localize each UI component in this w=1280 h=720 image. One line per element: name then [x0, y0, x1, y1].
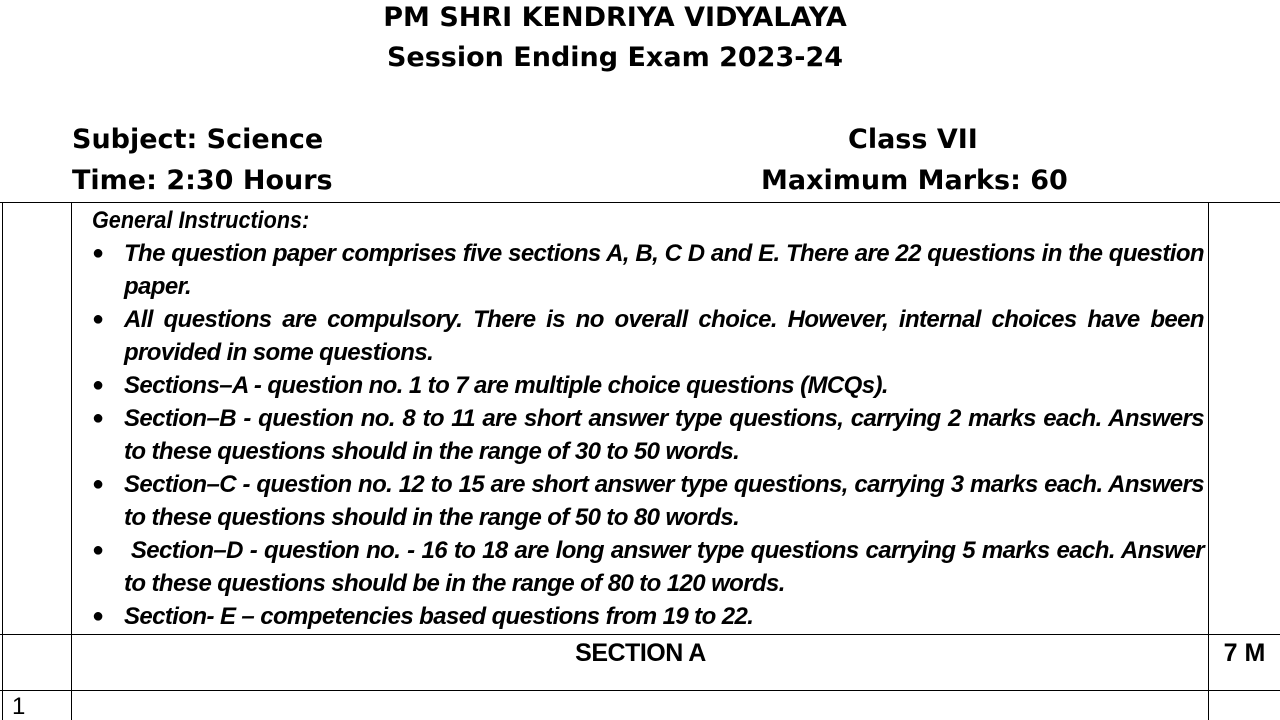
instructions-title: General Instructions:: [92, 207, 310, 234]
instruction-item: [92, 534, 1211, 600]
bullet-icon: ●: [92, 539, 104, 561]
instruction-item: [92, 303, 1204, 369]
instructions-list: [92, 237, 1211, 633]
instruction-item: [92, 237, 1204, 303]
section-marks: 7 M: [1223, 639, 1266, 667]
bullet-icon: ●: [92, 605, 104, 627]
instruction-item: [92, 369, 1204, 402]
bullet-icon: ●: [92, 308, 104, 330]
instruction-text: Section- E – competencies based questions from 19 to 22.: [124, 603, 754, 630]
instruction-text: All questions are compulsory. There is no overall choice. However, internal choices have been provided in some questions.: [124, 306, 1204, 366]
bullet-icon: ●: [92, 473, 104, 495]
instruction-text: Section–D - question no. - 16 to 18 are long answer type questions carrying 5 marks each. Answer to these questions should be in the range of 80 to 120 words.: [124, 537, 1211, 597]
table-top-border: [0, 202, 1280, 203]
instruction-item: [92, 402, 1204, 468]
instruction-text: Sections–A - question no. 1 to 7 are multiple choice questions (MCQs).: [124, 372, 888, 399]
instruction-text: The question paper comprises five sections A, B, C D and E. There are 22 questions in the question paper.: [124, 240, 1204, 300]
bullet-icon: ●: [92, 407, 104, 429]
instruction-text: Section–B - question no. 8 to 11 are short answer type questions, carrying 2 marks each. Answers to these questions should in the range of 30 to 50 words.: [124, 405, 1204, 465]
bullet-icon: ●: [92, 374, 104, 396]
bullet-icon: ●: [92, 242, 104, 264]
school-title: PM SHRI KENDRIYA VIDYALAYA: [383, 2, 847, 33]
general-instructions: [92, 204, 1211, 633]
table-left-border: [2, 202, 3, 720]
table-row-divider: [0, 634, 1280, 635]
class-label: Class VII: [848, 124, 978, 155]
instruction-item: [92, 600, 1204, 633]
instruction-text: Section–C - question no. 12 to 15 are short answer type questions, carrying 3 marks each. Answers to these questions should in the range of 50 to 80 words.: [124, 471, 1204, 531]
table-row-divider: [0, 690, 1280, 691]
time-label: Time: 2:30 Hours: [72, 165, 333, 196]
exam-title: Session Ending Exam 2023-24: [386, 42, 844, 73]
subject-label: Subject: Science: [72, 124, 324, 155]
section-title: SECTION A: [575, 639, 706, 667]
instruction-item: [92, 468, 1204, 534]
question-number: 1: [12, 693, 26, 720]
max-marks-label: Maximum Marks: 60: [761, 165, 1068, 196]
